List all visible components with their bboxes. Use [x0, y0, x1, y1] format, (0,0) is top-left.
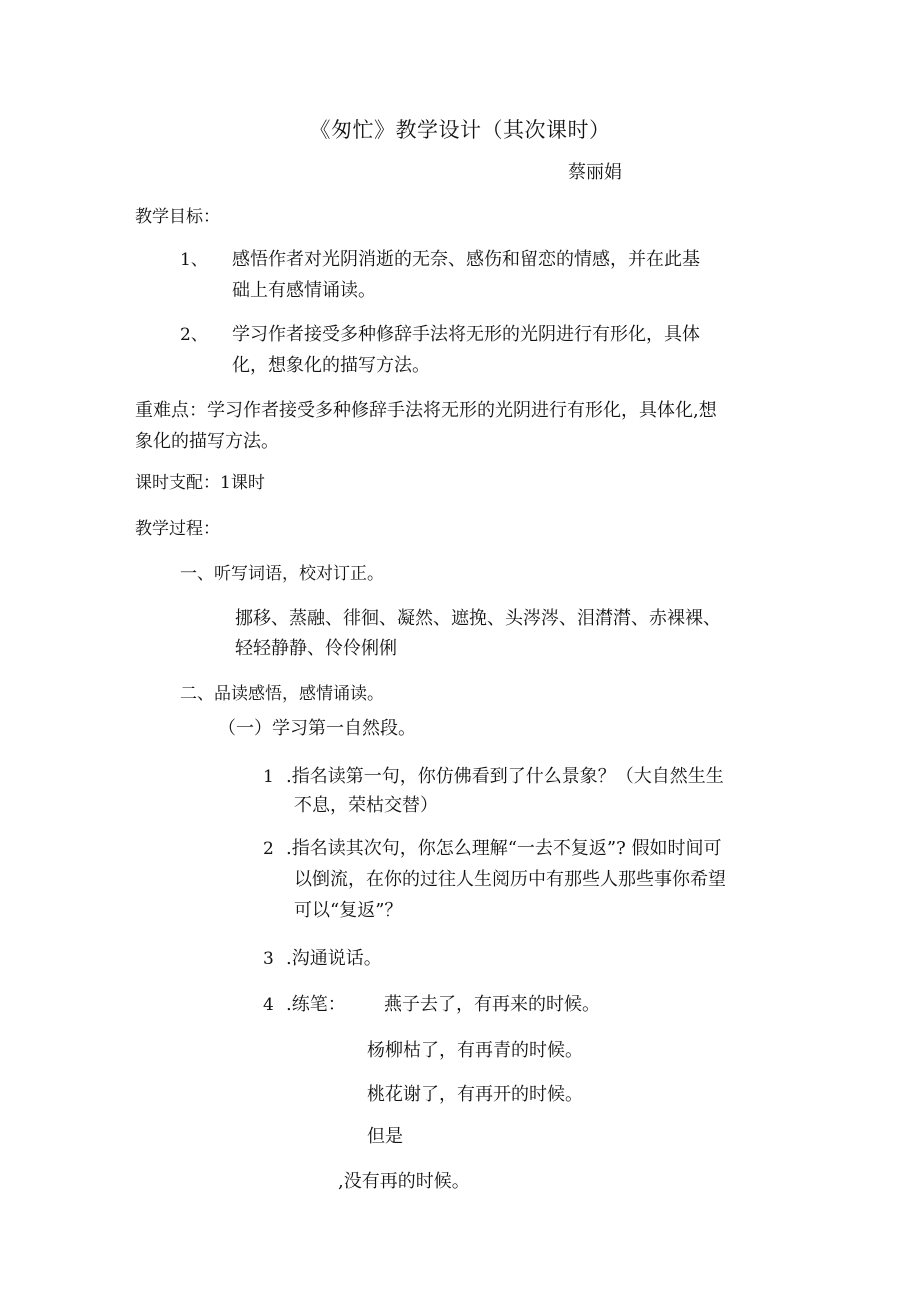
item-text: 以倒流，在你的过往人生阅历中有那些人那些事你希望: [294, 869, 726, 890]
step-title: 一、听写词语，校对订正。: [180, 564, 384, 584]
objective-text: 感悟作者对光阴消逝的无奈、感伤和留恋的情感，并在此基: [232, 249, 700, 270]
process-heading: 教学过程：: [135, 519, 220, 539]
poem-line: 杨柳枯了，有再青的时候。: [367, 1040, 583, 1061]
objective-text: 化，想象化的描写方法。: [232, 355, 430, 376]
objective-number: 2、: [180, 325, 208, 345]
objective-text: 学习作者接受多种修辞手法将无形的光阴进行有形化，具体: [232, 324, 700, 345]
item-text: .指名读第一句，你仿佛看到了什么景象？（大自然生生: [286, 766, 724, 787]
word-list: 挪移、蒸融、徘徊、凝然、遮挽、头涔涔、泪潸潸、赤裸裸、: [235, 608, 721, 629]
document-title: 《匆忙》教学设计（其次课时）: [309, 118, 611, 142]
item-number: 3: [263, 949, 274, 969]
item-text: .沟通说话。: [286, 948, 382, 969]
objectives-heading: 教学目标：: [135, 207, 220, 227]
poem-line: 燕子去了，有再来的时候。: [384, 994, 600, 1015]
schedule-text: 课时支配：1课时: [135, 473, 265, 493]
item-text: .指名读其次句，你怎么理解“一去不复返”? 假如时间可: [286, 838, 722, 859]
item-text: 不息，荣枯交替）: [294, 795, 438, 816]
item-number: 2: [263, 839, 274, 859]
poem-line: 桃花谢了，有再开的时候。: [367, 1084, 583, 1105]
word-list: 轻轻静静、伶伶俐俐: [235, 638, 397, 659]
step-title: 二、品读感悟，感情诵读。: [180, 684, 384, 704]
item-number: 4: [263, 995, 274, 1015]
item-text: 可以“复返”？: [294, 900, 403, 921]
poem-line: ,没有再的时候。: [338, 1171, 470, 1192]
key-points-text: 重难点：学习作者接受多种修辞手法将无形的光阴进行有形化，具体化,想: [135, 400, 717, 421]
item-text: .练笔：: [286, 994, 346, 1015]
poem-line: 但是: [367, 1126, 403, 1147]
objective-number: 1、: [180, 250, 208, 270]
sub-step-title: （一）学习第一自然段。: [218, 718, 416, 739]
key-points-text: 象化的描写方法。: [135, 431, 279, 452]
item-number: 1: [263, 767, 274, 787]
author-name: 蔡丽娟: [568, 162, 622, 183]
objective-text: 础上有感情诵读。: [232, 280, 376, 301]
